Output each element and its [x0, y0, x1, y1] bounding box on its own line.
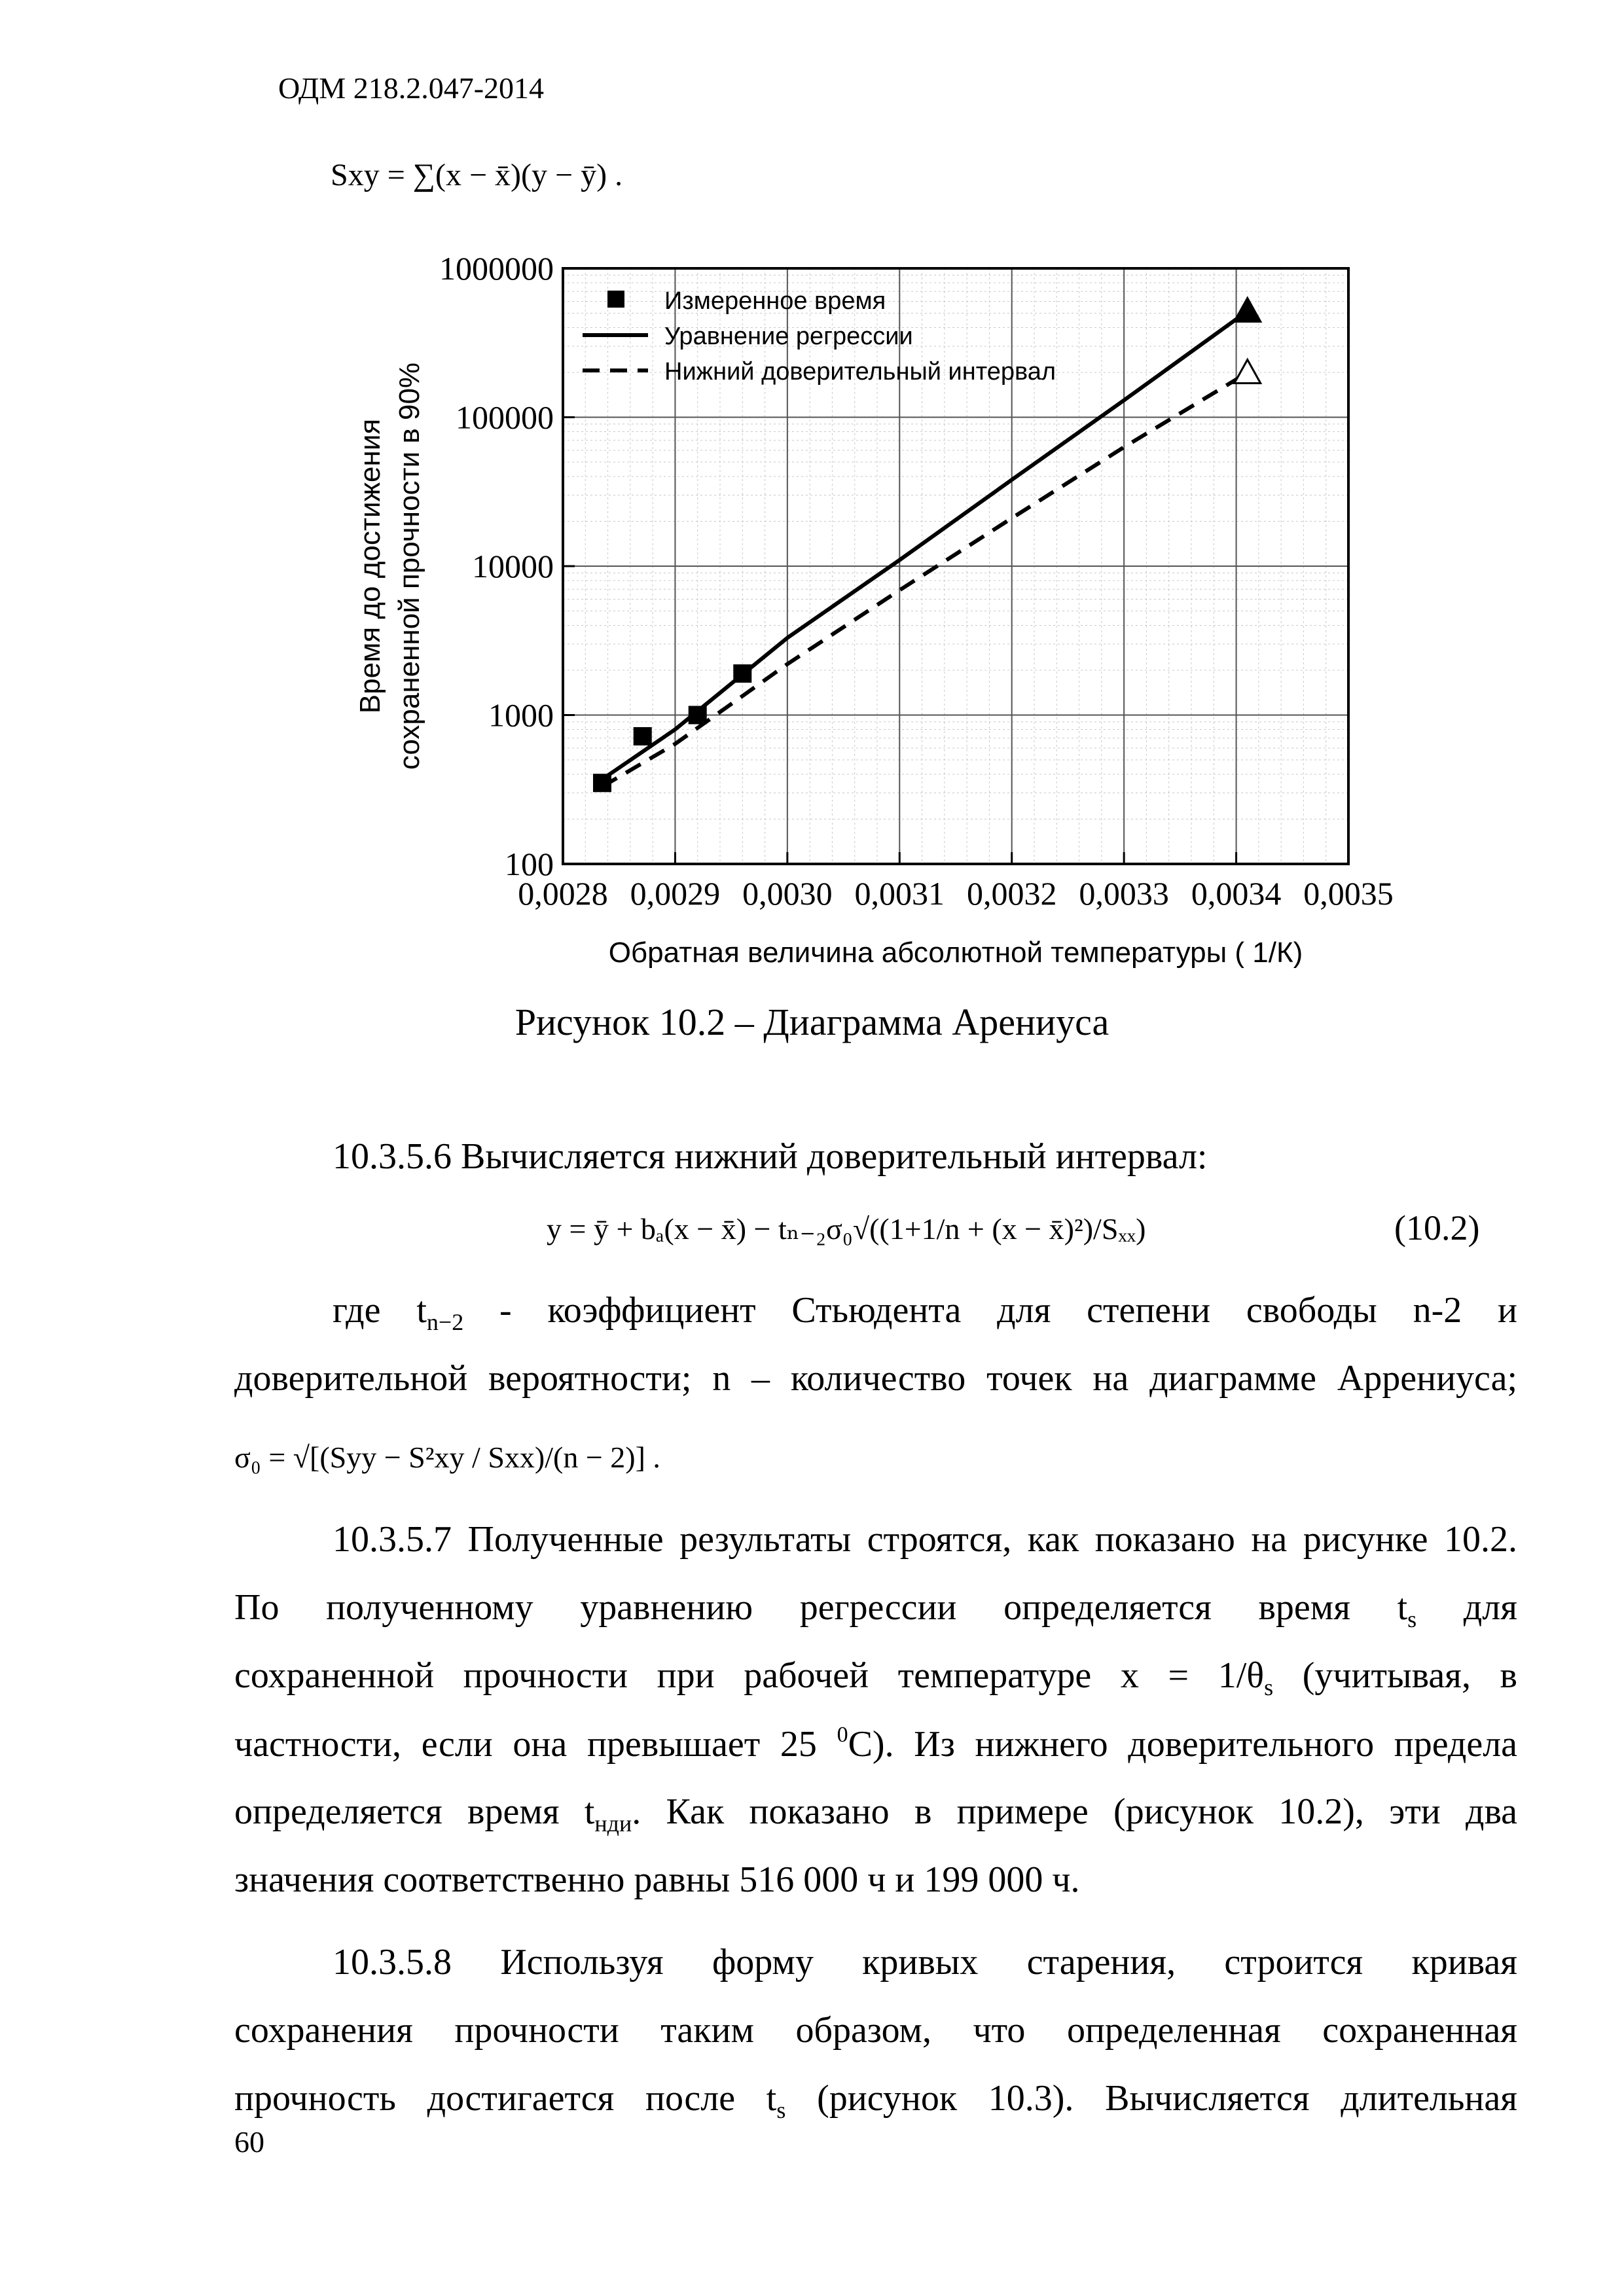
where-word: где [333, 1290, 381, 1331]
text-line: значения соответственно равны 516 000 ч и 199 000 ч. [234, 1859, 1080, 1900]
page-number: 60 [234, 2125, 264, 2159]
y-axis-label: сохраненной прочности в 90% [393, 362, 425, 770]
legend-swatch-square [607, 291, 624, 308]
text-line: доверительной вероятности; n – количество точек на диаграмме Аррениуса; [234, 1358, 1517, 1399]
text-line: прочность достигается после $t_s$ (рисунок 10.3). Вычисляется длительная [234, 2078, 1518, 2123]
formula-10-2: y = ȳ + bₐ(x − x̄) − tₙ₋₂σ₀√((1+1/n + (x − x̄)²)/Sₓₓ) [547, 1212, 1146, 1246]
y-axis-label: Время до достижения [354, 418, 386, 714]
legend-label: Нижний доверительный интервал [664, 358, 1056, 386]
x-tick-label: 0,0031 [854, 875, 945, 912]
figure-caption: Рисунок 10.2 – Диаграмма Арениуса [514, 1001, 1110, 1043]
y-tick-label: 100 [505, 846, 554, 882]
paragraph-10-3-5-6: 10.3.5.6 Вычисляется нижний доверительный интервал: [333, 1136, 1208, 1177]
y-tick-label: 1000000 [439, 250, 554, 287]
text-line: 10.3.5.8 Используя форму кривых старения, строится кривая [333, 1942, 1517, 1982]
text-line: сохранения прочности таким образом, что определенная сохраненная [234, 2010, 1517, 2051]
formula-sxy: Sxy = ∑(x − x̄)(y − ȳ) . [331, 158, 623, 192]
x-tick-label: 0,0035 [1303, 875, 1394, 912]
formula-sigma0: σ₀ = √[(Syy − S²xy / Sxx)/(n − 2)] . [234, 1441, 660, 1474]
text-line: По полученному уравнению регрессии определяется время $t_s$ для [234, 1587, 1517, 1632]
text-line: частности, если она превышает 25 $^0$С). Из нижнего доверительного предела [234, 1723, 1518, 1765]
x-tick-label: 0,0032 [966, 875, 1057, 912]
legend-label: Измеренное время [664, 287, 886, 315]
where-line [333, 1289, 1517, 1336]
x-tick-label: 0,0033 [1079, 875, 1169, 912]
document-header: ОДМ 218.2.047-2014 [278, 71, 545, 105]
student-coef-text: - коэффициент Стьюдента для степени свободы n-2 и [499, 1290, 1518, 1331]
legend-label: Уравнение регрессии [664, 323, 913, 350]
chart-svg [347, 242, 1420, 975]
y-tick-label: 100000 [456, 399, 554, 436]
x-tick-label: 0,0030 [742, 875, 833, 912]
y-tick-label: 10000 [472, 548, 554, 584]
x-tick-label: 0,0028 [518, 875, 608, 912]
arrhenius-chart [347, 242, 1420, 975]
y-tick-label: 1000 [488, 696, 554, 734]
x-tick-label: 0,0029 [630, 875, 721, 912]
data-point-square [634, 727, 652, 745]
x-axis-label: Обратная величина абсолютной температуры ( 1/К) [608, 937, 1303, 969]
equation-number: (10.2) [1394, 1208, 1480, 1247]
text-line: 10.3.5.7 Полученные результаты строятся, как показано на рисунке 10.2. [333, 1519, 1517, 1560]
x-tick-label: 0,0034 [1191, 875, 1282, 912]
triangle-marker-open [1235, 360, 1261, 384]
lower-confidence-line [602, 373, 1248, 787]
text-line: определяется время $t_{нди}$. Как показано в примере (рисунок 10.2), эти два [234, 1791, 1518, 1837]
t-coef: $t_{n-2}$ [416, 1290, 464, 1335]
text-line: сохраненной прочности при рабочей температуре $x = 1/\theta_s$ (учитывая, в [234, 1655, 1518, 1700]
